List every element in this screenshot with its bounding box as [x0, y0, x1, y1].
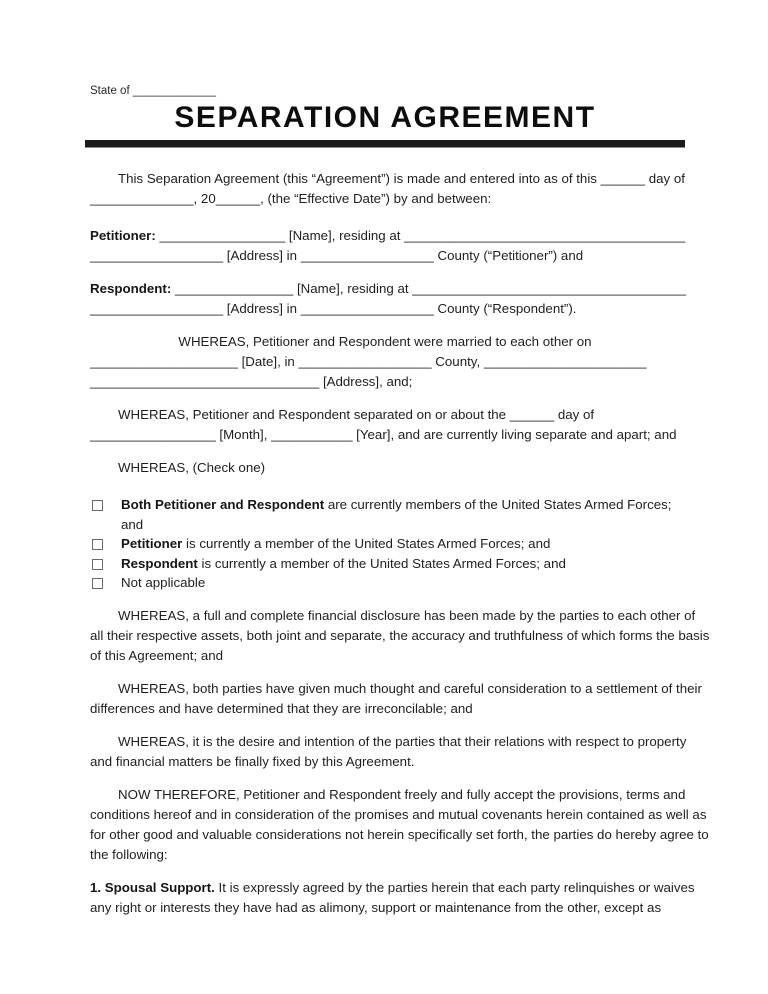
state-of-line	[90, 84, 680, 98]
petitioner-clause	[90, 226, 686, 266]
text-line: WHEREAS, a full and complete financial disclosure has been made by the parties to each other of	[118, 607, 696, 623]
text-line: NOW THEREFORE, Petitioner and Respondent freely and fully accept the provisions, terms and	[118, 786, 686, 802]
text-line: ____________________ [Date], in __________________ County, ______________________	[90, 354, 647, 369]
check-one-whereas	[90, 458, 680, 478]
armed-forces-checklist	[90, 495, 680, 593]
checkbox-icon[interactable]	[92, 539, 103, 550]
marriage-whereas	[90, 332, 680, 392]
text-line: the following:	[90, 846, 168, 862]
checklist-item	[90, 495, 680, 534]
now-therefore-clause	[90, 785, 709, 865]
text-line: This Separation Agreement (this “Agreement”) is made and entered into as of this ______ day of	[118, 171, 685, 186]
text-line: differences and have determined that they are irreconcilable; and	[90, 700, 473, 716]
state-of-label: State of _____________	[90, 85, 216, 97]
spousal-support-section	[90, 878, 695, 918]
checkbox-icon[interactable]	[92, 500, 103, 511]
checklist-item	[90, 573, 680, 593]
checklist-item-label: Petitioner is currently a member of the United States Armed Forces; and	[121, 536, 551, 551]
checklist-item-label: Not applicable	[121, 575, 206, 590]
checklist-item-label: Respondent is currently a member of the United States Armed Forces; and	[121, 555, 566, 571]
checkbox-icon[interactable]	[92, 578, 103, 589]
text-line: WHEREAS, it is the desire and intention of the parties that their relations with respect to property	[118, 733, 687, 749]
text-line: Respondent: ________________ [Name], residing at _____________________________________	[90, 281, 686, 296]
checklist-item	[90, 554, 680, 574]
text-line: and financial matters be finally fixed by this Agreement.	[90, 753, 415, 769]
document-body	[90, 169, 710, 918]
irreconcilable-whereas	[90, 679, 702, 719]
page-title: SEPARATION AGREEMENT	[174, 101, 596, 134]
intention-whereas	[90, 732, 687, 772]
text-line: of this Agreement; and	[90, 647, 224, 663]
intro-paragraph	[90, 169, 685, 209]
text-line: any right or interests they have had as alimony, support or maintenance from the other, except as	[90, 899, 662, 915]
text-line: __________________ [Address] in __________________ County (“Respondent”).	[90, 301, 577, 316]
text-line: WHEREAS, both parties have given much thought and careful consideration to a settlement of their	[118, 680, 702, 696]
text-line: ______________, 20______, (the “Effective Date”) by and between:	[90, 191, 492, 206]
text-line: conditions hereof and in consideration of the promises and mutual covenants herein contained as well as	[90, 806, 707, 822]
text-line: 1. Spousal Support. It is expressly agreed by the parties herein that each party relinquishes or waives	[90, 879, 695, 895]
text-line: WHEREAS, Petitioner and Respondent separated on or about the ______ day of	[118, 407, 595, 422]
text-line: Petitioner: _________________ [Name], residing at ______________________________________	[90, 228, 686, 243]
text-line: __________________ [Address] in __________________ County (“Petitioner”) and	[90, 248, 584, 263]
checklist-item	[90, 534, 680, 554]
title-rule-divider	[85, 140, 685, 148]
text-line: _______________________________ [Address], and;	[90, 374, 413, 389]
text-line: all their respective assets, both joint and separate, the accuracy and truthfulness of which forms the basis	[90, 627, 710, 643]
checkbox-icon[interactable]	[92, 559, 103, 570]
checklist-item-label: Both Petitioner and Respondent are currently members of the United States Armed Forces; and	[121, 497, 672, 532]
text-line: WHEREAS, (Check one)	[118, 460, 266, 475]
respondent-clause	[90, 279, 686, 319]
text-line: WHEREAS, Petitioner and Respondent were married to each other on	[178, 334, 592, 349]
separation-whereas	[90, 405, 680, 445]
text-line: _________________ [Month], ___________ [Year], and are currently living separate and apart; and	[90, 427, 677, 442]
financial-disclosure-whereas	[90, 606, 710, 666]
text-line: for other good and valuable considerations not herein specifically set forth, the parties do hereby agree to	[90, 826, 709, 842]
